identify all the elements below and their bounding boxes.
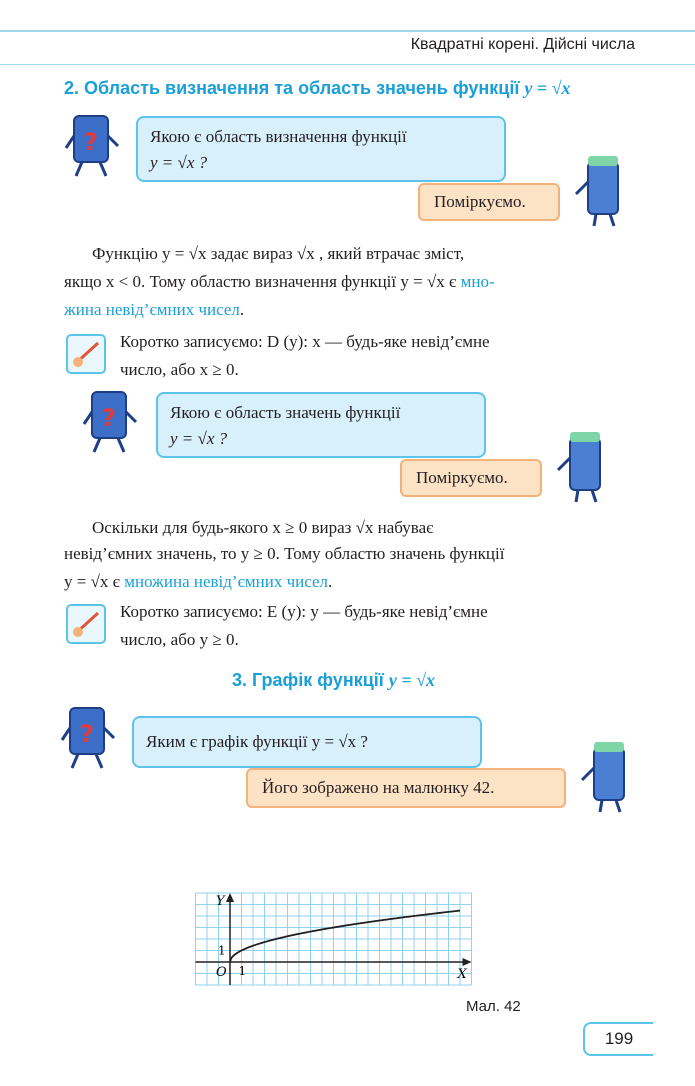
answer-bubble-1: Поміркуємо. — [418, 183, 560, 221]
paragraph-range-cont — [64, 540, 634, 596]
header-rule — [0, 30, 695, 32]
y-tick-label: 1 — [218, 943, 226, 958]
mascot-thinking-icon — [574, 152, 632, 228]
paragraph-domain — [92, 240, 632, 268]
svg-text:?: ? — [84, 128, 98, 156]
highlight-nonneg-2: множина невід’ємних чисел — [124, 572, 329, 591]
mascot-thinking-icon — [580, 738, 638, 814]
question-domain-line2: y = √x ? — [150, 153, 208, 172]
paragraph-range-line1: Оскільки для будь-якого x ≥ 0 вираз √x набуває — [92, 518, 434, 537]
question-bubble-graph: Яким є графік функції y = √x ? — [132, 716, 482, 768]
note-domain-line1: Коротко записуємо: D (y): x — будь-яке невід’ємне — [120, 332, 490, 351]
y-axis-arrow — [226, 893, 234, 902]
paragraph-range — [92, 514, 632, 542]
x-tick-label: 1 — [238, 964, 247, 978]
question-domain-line1: Якою є область визначення функції — [150, 127, 407, 146]
question-bubble-range — [156, 392, 486, 458]
pencil-note-icon — [66, 334, 106, 374]
paragraph-range-line3: y = √x є — [64, 572, 125, 591]
mascot-thinking-icon — [556, 428, 614, 504]
note-range — [120, 598, 634, 654]
svg-text:?: ? — [80, 720, 94, 748]
section-3-title-text: 3. Графік функції — [232, 670, 389, 690]
graph-grid — [196, 893, 472, 985]
page-number: 199 — [583, 1022, 653, 1056]
paragraph-domain-end: . — [239, 300, 245, 319]
answer-bubble-3: Його зображено на малюнку 42. — [246, 768, 566, 808]
note-domain-line2: число, або x ≥ 0. — [120, 360, 239, 379]
question-range-line1: Якою є область значень функції — [170, 403, 401, 422]
paragraph-range-end: . — [328, 572, 333, 591]
section-2-title-text: 2. Область визначення та область значень функції — [64, 78, 525, 98]
section-3-title — [232, 670, 435, 691]
question-bubble-domain — [136, 116, 506, 182]
note-range-line1: Коротко записуємо: E (y): y — будь-яке невід’ємне — [120, 602, 488, 621]
pencil-note-icon — [66, 604, 106, 644]
answer-bubble-2: Поміркуємо. — [400, 459, 542, 497]
note-domain — [120, 328, 634, 384]
note-range-line2: число, або y ≥ 0. — [120, 630, 239, 649]
section-2-title-function: y = √x — [524, 78, 571, 98]
x-axis-arrow — [463, 958, 472, 966]
highlight-nonneg-1a: мно- — [460, 272, 495, 291]
x-axis-label: X — [457, 967, 467, 982]
svg-text:?: ? — [102, 404, 116, 432]
running-title: Квадратні корені. Дійсні числа — [410, 36, 635, 53]
section-3-title-function: y = √x — [388, 670, 435, 690]
mascot-question-icon — [64, 112, 120, 180]
paragraph-domain-line2: якщо x < 0. Тому областю визначення функції y = √x є — [64, 272, 461, 291]
mascot-question-icon — [60, 704, 116, 772]
origin-label: O — [216, 965, 227, 980]
paragraph-range-line2: невід’ємних значень, то y ≥ 0. Тому областю значень функції — [64, 544, 505, 563]
paragraph-domain-cont — [64, 268, 634, 324]
mascot-question-icon — [82, 388, 138, 456]
y-axis-label: Y — [216, 894, 225, 909]
section-2-title — [64, 78, 571, 99]
highlight-nonneg-1b: жина невід’ємних чисел — [64, 300, 240, 319]
sqrt-graph — [170, 830, 467, 1014]
header-rule-bottom — [0, 64, 695, 65]
paragraph-domain-line1: Функцію y = √x задає вираз √x , який втрачає зміст, — [92, 244, 465, 263]
question-range-line2: y = √x ? — [170, 429, 228, 448]
figure-caption: Мал. 42 — [466, 998, 521, 1015]
